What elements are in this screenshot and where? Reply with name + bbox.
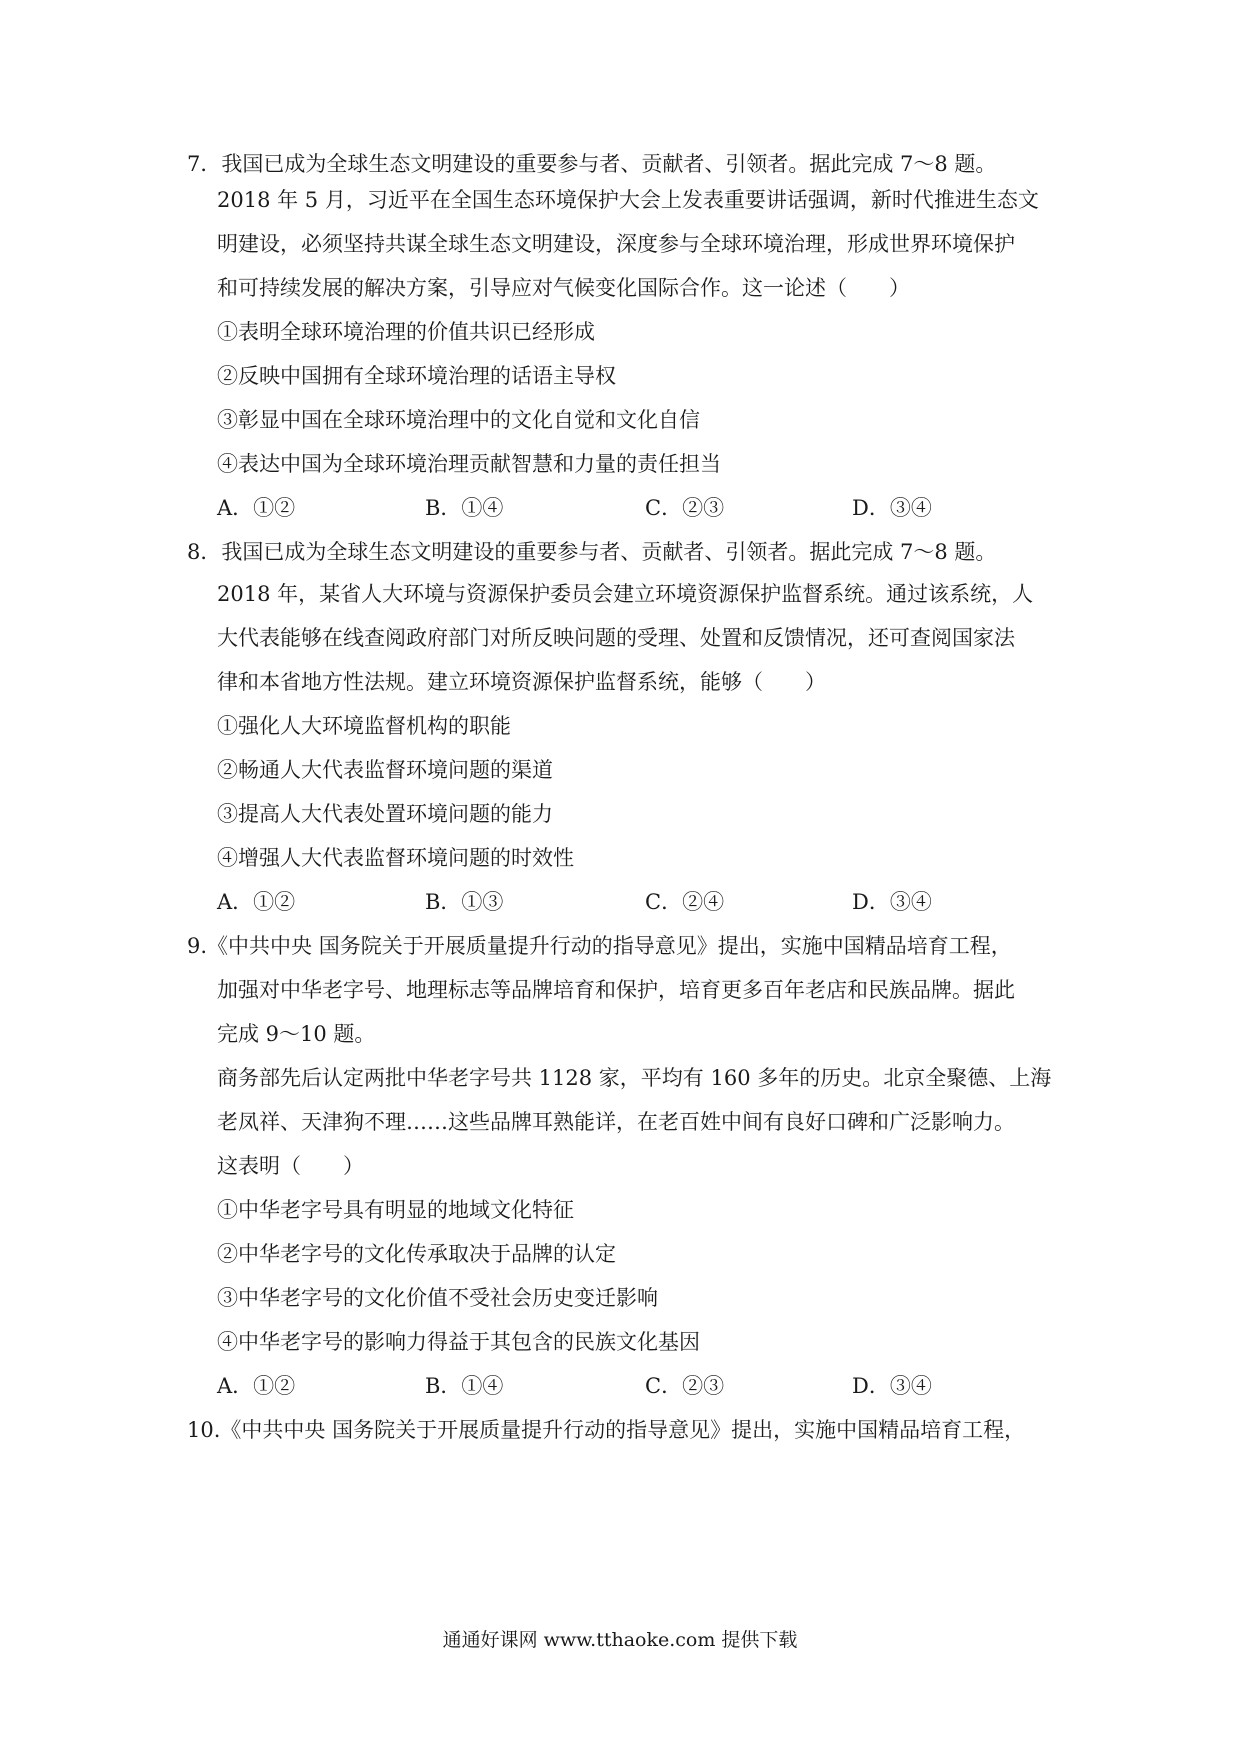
question-7-option-b: B．①④ — [425, 496, 504, 520]
question-9-option-c: C．②③ — [645, 1374, 725, 1398]
question-9-option-a: A．①② — [217, 1374, 296, 1398]
question-7-option-a: A．①② — [217, 496, 296, 520]
question-8-item: ③提高人大代表处置环境问题的能力 — [217, 802, 553, 826]
question-7-option-c: C．②③ — [645, 496, 725, 520]
question-9-item: ④中华老字号的影响力得益于其包含的民族文化基因 — [217, 1330, 700, 1354]
question-8-text-line: 大代表能够在线查阅政府部门对所反映问题的受理、处置和反馈情况，还可查阅国家法 — [217, 626, 1015, 650]
question-9-option-d: D．③④ — [852, 1374, 932, 1398]
question-10-stem: 10.《中共中央 国务院关于开展质量提升行动的指导意见》提出，实施中国精品培育工程， — [187, 1418, 1026, 1442]
question-7-text-line: 明建设，必须坚持共谋全球生态文明建设，深度参与全球环境治理，形成世界环境保护 — [217, 232, 1015, 256]
question-8-item: ②畅通人大代表监督环境问题的渠道 — [217, 758, 553, 782]
question-8-item: ①强化人大环境监督机构的职能 — [217, 714, 511, 738]
question-7-text-line: 和可持续发展的解决方案，引导应对气候变化国际合作。这一论述（ ） — [217, 276, 910, 300]
question-7-item: ③彰显中国在全球环境治理中的文化自觉和文化自信 — [217, 408, 700, 432]
question-8-text-line: 2018 年，某省人大环境与资源保护委员会建立环境资源保护监督系统。通过该系统，人 — [217, 582, 1034, 606]
question-7-item: ④表达中国为全球环境治理贡献智慧和力量的责任担当 — [217, 452, 721, 476]
page-footer: 通通好课网 www.tthaoke.com 提供下载 — [442, 1629, 798, 1651]
question-9-item: ③中华老字号的文化价值不受社会历史变迁影响 — [217, 1286, 658, 1310]
question-8-option-a: A．①② — [217, 890, 296, 914]
question-7-stem: 7．我国已成为全球生态文明建设的重要参与者、贡献者、引领者。据此完成 7～8 题。 — [187, 152, 997, 176]
question-9-text-line: 加强对中华老字号、地理标志等品牌培育和保护，培育更多百年老店和民族品牌。据此 — [217, 978, 1015, 1002]
question-7-item: ②反映中国拥有全球环境治理的话语主导权 — [217, 364, 616, 388]
question-7-item: ①表明全球环境治理的价值共识已经形成 — [217, 320, 595, 344]
question-9-text-line: 完成 9～10 题。 — [217, 1022, 376, 1046]
question-9-text-line: 老凤祥、天津狗不理……这些品牌耳熟能详，在老百姓中间有良好口碑和广泛影响力。 — [217, 1110, 1015, 1134]
question-9-option-b: B．①④ — [425, 1374, 504, 1398]
question-9-item: ②中华老字号的文化传承取决于品牌的认定 — [217, 1242, 616, 1266]
question-7-option-d: D．③④ — [852, 496, 932, 520]
question-8-item: ④增强人大代表监督环境问题的时效性 — [217, 846, 574, 870]
question-7-text-line: 2018 年 5 月，习近平在全国生态环境保护大会上发表重要讲话强调，新时代推进生态文 — [217, 188, 1039, 212]
question-8-option-b: B．①③ — [425, 890, 504, 914]
question-9-text-line: 商务部先后认定两批中华老字号共 1128 家，平均有 160 多年的历史。北京全聚德、上海 — [217, 1066, 1052, 1090]
question-8-stem: 8．我国已成为全球生态文明建设的重要参与者、贡献者、引领者。据此完成 7～8 题。 — [187, 540, 997, 564]
question-9-item: ①中华老字号具有明显的地域文化特征 — [217, 1198, 574, 1222]
question-9-stem: 9.《中共中央 国务院关于开展质量提升行动的指导意见》提出，实施中国精品培育工程， — [187, 934, 1012, 958]
question-9-text-line: 这表明（ ） — [217, 1154, 364, 1178]
question-8-option-d: D．③④ — [852, 890, 932, 914]
question-8-option-c: C．②④ — [645, 890, 725, 914]
question-8-text-line: 律和本省地方性法规。建立环境资源保护监督系统，能够（ ） — [217, 670, 826, 694]
